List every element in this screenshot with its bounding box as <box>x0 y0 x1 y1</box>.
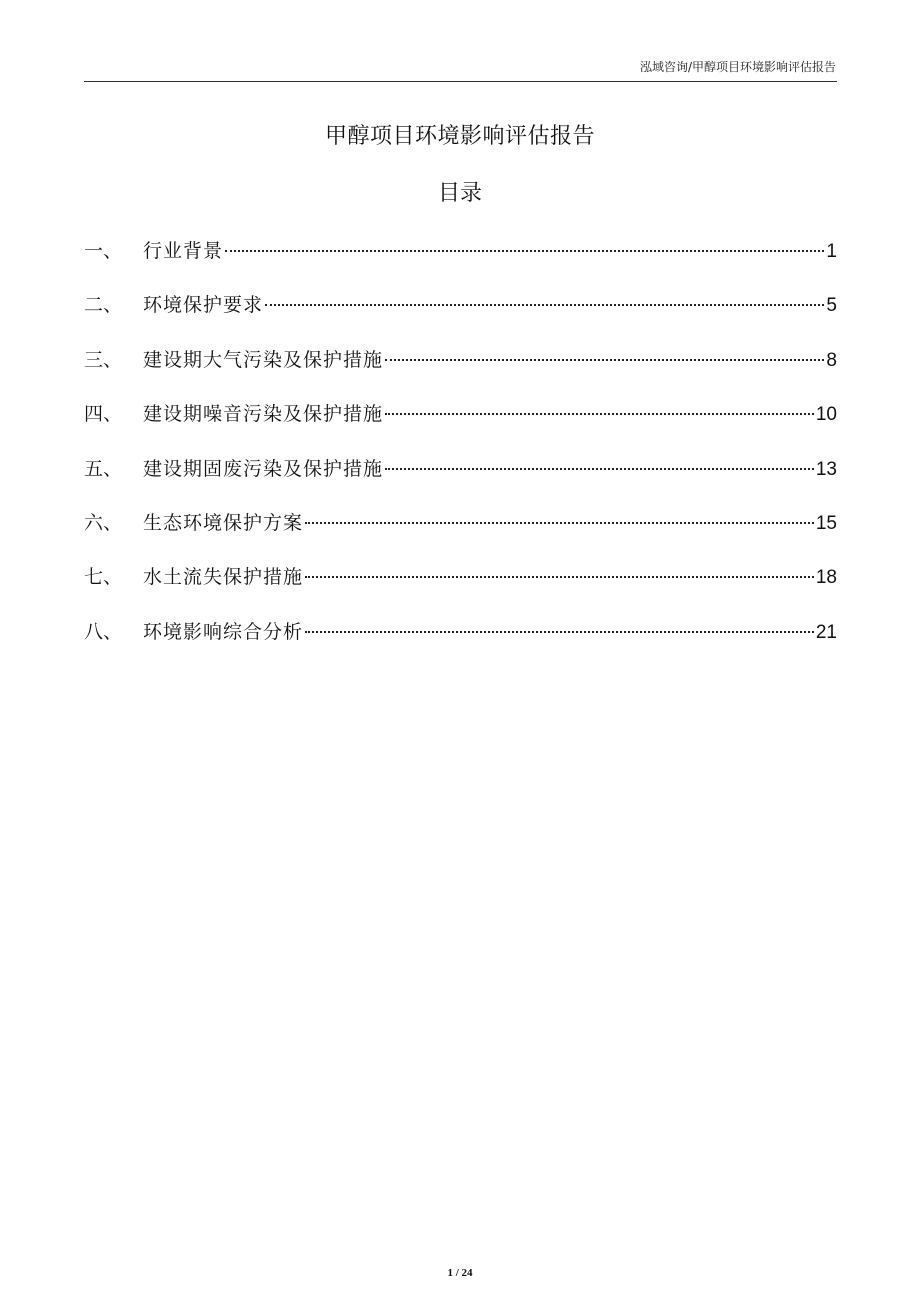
toc-entry[interactable] <box>84 562 837 616</box>
toc-dot-leader <box>305 631 814 633</box>
toc-entry-page: 10 <box>815 404 837 426</box>
toc-entry[interactable] <box>84 345 837 399</box>
toc-entry-number: 四、 <box>84 403 123 426</box>
toc-entry-title: 水土流失保护措施 <box>143 566 304 589</box>
page-number-indicator: 1 / 24 <box>447 1267 473 1279</box>
toc-entry-number: 二、 <box>84 294 123 317</box>
document-title: 甲醇项目环境影响评估报告 <box>324 124 595 149</box>
running-header: 泓域咨询/甲醇项目环境影响评估报告 <box>639 60 836 74</box>
toc-entry-number: 三、 <box>84 348 123 371</box>
toc-entry-title: 环境影响综合分析 <box>143 620 304 643</box>
toc-dot-leader <box>385 359 824 361</box>
toc-dot-leader <box>385 413 814 415</box>
toc-dot-leader <box>265 304 824 306</box>
toc-entry-title: 环境保护要求 <box>143 294 264 317</box>
toc-entry-page: 1 <box>826 241 837 262</box>
toc-entry-number: 七、 <box>84 566 123 589</box>
toc-entry-title: 生态环境保护方案 <box>143 511 304 534</box>
header-divider <box>84 81 837 82</box>
toc-entry-title: 建设期噪音污染及保护措施 <box>143 403 384 426</box>
toc-entry-page: 5 <box>826 295 837 317</box>
toc-entry-number: 五、 <box>84 457 123 480</box>
toc-entry-page: 8 <box>826 349 837 371</box>
toc-entry-number: 一、 <box>84 240 123 262</box>
toc-entry[interactable] <box>84 236 837 290</box>
toc-entry[interactable] <box>84 290 837 344</box>
toc-entry-page: 15 <box>815 512 837 534</box>
toc-entry-title: 行业背景 <box>143 240 224 262</box>
toc-entry-number: 六、 <box>84 511 123 534</box>
toc-entry-title: 建设期固废污染及保护措施 <box>143 457 384 480</box>
toc-dot-leader <box>305 576 814 578</box>
toc-entry-page: 13 <box>815 458 837 480</box>
toc-dot-leader <box>225 250 824 252</box>
toc-entry[interactable] <box>84 454 837 508</box>
table-of-contents <box>84 236 837 671</box>
toc-entry-page: 18 <box>815 567 837 589</box>
toc-heading: 目录 <box>437 181 482 206</box>
toc-entry[interactable] <box>84 399 837 453</box>
toc-entry-title: 建设期大气污染及保护措施 <box>143 348 384 371</box>
toc-entry-page: 21 <box>815 621 837 643</box>
toc-entry[interactable] <box>84 617 837 671</box>
toc-dot-leader <box>385 468 814 470</box>
toc-entry[interactable] <box>84 508 837 562</box>
toc-dot-leader <box>305 522 814 524</box>
toc-entry-number: 八、 <box>84 620 123 643</box>
